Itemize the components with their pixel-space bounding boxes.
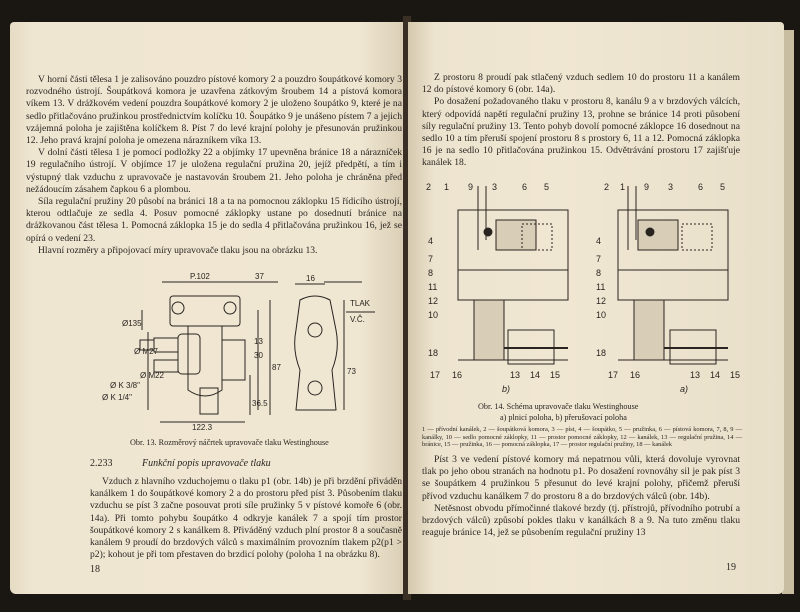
dim-label: TLAK	[350, 299, 371, 308]
part-label: 1	[620, 182, 626, 192]
paragraph: Vzduch z hlavního vzduchojemu o tlaku p1 (obr. 14b) je při brzdění přiváděn kanálkem 1 do šoupátkové komory 2 a do prostoru před píst 3. Působením tlaku vzduchu se píst 3 začne posouvat proti síle pružinky 5 v pístové komoře 6 (obr. 14a). Při tomto pohybu šoupátko 4 odkryje kanálek 7 a spojí tím prostor šoupátkové komory 2 s kanálkem 8. Přiváděný vzduch plní prostor 8 a současně kanálem 9 proudí do brzdových válců s maximálním provozním tlakem p2(p1 > p2); kohout je při tom přestaven do brzdicí polohy (poloha 1 na obrázku 8).	[90, 476, 402, 561]
dim-label: 13	[254, 337, 263, 346]
part-label: 14	[710, 370, 721, 380]
part-label: 1	[444, 182, 450, 192]
part-label: 16	[630, 370, 641, 380]
part-label: 3	[668, 182, 674, 192]
part-label: 10	[428, 310, 439, 320]
figure-13-drawing	[100, 270, 400, 432]
dim-label: 73	[347, 367, 356, 376]
figure-14b-schematic	[458, 186, 568, 364]
dim-label: Ø M27	[134, 347, 159, 356]
part-label: 11	[428, 282, 438, 292]
figure-14a-schematic	[618, 186, 728, 364]
part-label: 4	[596, 236, 602, 246]
dim-label: P.102	[190, 272, 210, 281]
page-number: 19	[726, 562, 736, 573]
paragraph: Hlavní rozměry a připojovací míry upravovače tlaku jsou na obrázku 13.	[38, 244, 318, 256]
paragraph: Síla regulační pružiny 20 působí na bránici 18 a ta na pomocnou záklopku 15 řídicího ústrojí, kterou odtlačuje ze sedla 4. Posuv pomocné záklopky ustane po dosednutí bránice na drážkovanou část tělesa 1. Pomocná záklopka 15 je do sedla 4 přitlačována pružinkou 16, jež se opírá o vedení 23.	[26, 196, 402, 244]
left-text-block-2	[90, 476, 402, 561]
dim-label: Ø135	[122, 319, 142, 328]
dim-label: 87	[272, 363, 281, 372]
part-label: 5	[544, 182, 550, 192]
part-label: 16	[452, 370, 463, 380]
part-label: 2	[604, 182, 610, 192]
part-label: 18	[596, 348, 607, 358]
part-label: 2	[426, 182, 432, 192]
part-label: 12	[428, 296, 439, 306]
part-label: 7	[428, 254, 434, 264]
dim-label: 16	[306, 274, 315, 283]
paragraph: Netěsnost obvodu přímočinné tlakové brzdy (tj. přístrojů, přívodního potrubí a brzdových válců) způsobí pokles tlaku v kanálkách 8 a 9. Na tuto změnu tlaku reaguje bránice 14, jež se působením regulační pružiny 13	[422, 502, 740, 539]
part-label: 10	[596, 310, 607, 320]
part-label: 13	[510, 370, 521, 380]
part-label: 9	[644, 182, 650, 192]
part-label: 14	[530, 370, 541, 380]
left-page	[10, 22, 406, 594]
part-label: 17	[430, 370, 441, 380]
paragraph: Píst 3 ve vedení pístové komory má nepatrnou vůli, která dovoluje vyrovnat tlak po jeho obou stranách na hodnotu p1. Po dosažení rovnováhy sil je pak píst 3 se šoupátkem 4 pružinkou 5 přesunut do levé krajní polohy, přičemž přeruší přívod vzduchu kanálkem 7 do prostoru 8 a do brzdových válců (obr. 14b).	[422, 454, 740, 502]
part-label: 5	[720, 182, 726, 192]
page-number: 18	[90, 564, 100, 575]
part-label: 15	[550, 370, 561, 380]
sub-label-b: b)	[502, 384, 511, 394]
part-label: 15	[730, 370, 741, 380]
paragraph: Z prostoru 8 proudí pak stlačený vzduch sedlem 10 do prostoru 11 a kanálem 12 do pístové komory 6 (obr. 14a).	[422, 72, 740, 96]
part-label: 4	[428, 236, 434, 246]
left-text-block	[26, 74, 402, 257]
figure-14-subcaption: a) plnicí poloha, b) přerušovací poloha	[500, 413, 627, 422]
dim-label: 30	[254, 351, 263, 360]
part-label: 7	[596, 254, 602, 264]
dim-label: V.Č.	[350, 315, 365, 324]
dim-label: Ø K 3/8"	[110, 381, 140, 390]
part-label: 8	[596, 268, 602, 278]
part-label: 13	[690, 370, 701, 380]
dim-label: Ø K 1/4"	[102, 393, 132, 402]
figure-14-caption: Obr. 14. Schéma upravovače tlaku Westinghouse	[478, 402, 639, 411]
dim-label: 36.5	[252, 399, 268, 408]
section-number: 2.233	[90, 458, 113, 469]
dim-label: Ø M22	[140, 371, 165, 380]
part-label: 6	[698, 182, 704, 192]
paragraph: Po dosažení požadovaného tlaku v prostoru 8, kanálu 9 a v brzdových válcích, který odpovídá napětí regulační pružiny 13, prohne se bránice 14 proti působení síly regulační pružiny 13. Tento pohyb dovolí pomocné záklopce 16 dosednout na sedlo 10 a tím přeruší spojení prostoru 8 s prostory 6, 11 a 12. Pomocná záklopka 16 je na sedlo 10 přitlačována pružinkou 15. Odvětrávání prostoru 17 zajišťuje kanálek 18.	[422, 96, 740, 169]
right-page	[408, 22, 784, 594]
sub-label-a: a)	[680, 384, 689, 394]
part-label: 8	[428, 268, 434, 278]
part-label: 17	[608, 370, 619, 380]
figure-14-drawing	[418, 180, 758, 400]
part-label: 11	[596, 282, 606, 292]
paragraph: V dolní části tělesa 1 je pomocí podložky 22 a objímky 17 upevněna bránice 18 a nárazníček 19 regulačního ústrojí. V objímce 17 je uložena regulační pružina 20, jejíž předpětí, a tím i výstupný tlak vzduchu z upravovače je nastavován šroubem 21. Jeho poloha je chráněna před nežádoucím zásahem čapkou 6 a plombou.	[26, 147, 402, 195]
part-label: 3	[492, 182, 498, 192]
right-text-block-2	[422, 454, 740, 539]
paragraph: V horní části tělesa 1 je zalisováno pouzdro pístové komory 2 a pouzdro šoupátkové komory 3 rozvodného ústrojí. Šoupátková komora je uzavřena zátkovým šroubem 14 a pístová komora víkem 13. V drážkovém vedení pouzdra šoupátkové komory 2 je uloženo šoupátko 9, které je na sedlo přitlačováno pružinkou prostřednictvím kolíčku 10. Šoupátko 9 je unášeno pístem 7 a jejich vzájemná poloha je zajištěna kolíčkem 8. Píst 7 do levé krajní polohy je přesunován pružinkou 12. Jeho pravá krajní poloha je omezena nárazníkem víka 13.	[26, 74, 402, 147]
right-text-block	[422, 72, 740, 170]
part-label: 6	[522, 182, 528, 192]
figure-14-legend: 1 — přívodní kanálek, 2 — šoupátková komora, 3 — píst, 4 — šoupátko, 5 — pružinka, 6 — pístová komora, 7, 8, 9 — kanálky, 10 — sedlo pomocné záklopky, 11 — prostor pomocné záklopky, 12 — kanálek, 13 — regulační pružina, 14 — bránice, 15 — pružinka, 16 — pomocná záklopka, 17 — prostor regulační pružiny, 18 — kanálek	[422, 426, 742, 449]
dim-label: 122.3	[192, 423, 213, 432]
figure-13-caption: Obr. 13. Rozměrový náčrtek upravovače tlaku Westinghouse	[130, 438, 329, 447]
part-label: 18	[428, 348, 439, 358]
section-title: Funkční popis upravovače tlaku	[142, 458, 271, 469]
part-label: 12	[596, 296, 607, 306]
part-label: 9	[468, 182, 474, 192]
dim-label: 37	[255, 272, 264, 281]
